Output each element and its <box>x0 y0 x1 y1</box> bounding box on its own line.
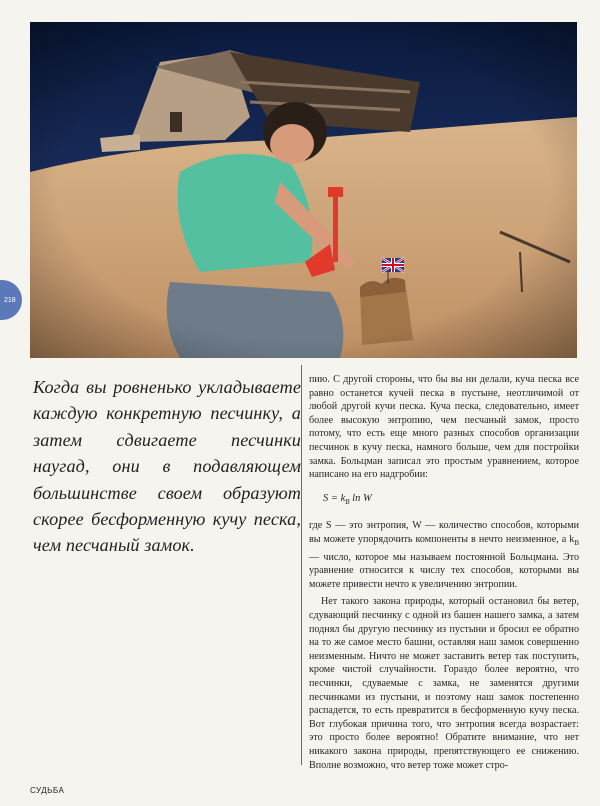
formula-subscript: B <box>345 497 350 506</box>
column-divider <box>301 365 302 765</box>
paragraph-1: пию. С другой стороны, что бы вы ни делали, куча песка все равно останется кучей песка в пустыне, неотличимой от любой другой кучи песка. Куча песка, следовательно, имеет более высокую энтропию, чем песчаный замок, просто потому, что есть еще много разных способов организации песчинок в кучу песка, намного больше, чем для постройки замка. Больцман записал это простым уравнением, которое написано на его надгробии: <box>309 374 579 481</box>
pull-quote-text: Когда вы ровненько укладываете каждую конкретную песчинку, а затем сдвигаете песчинки наугад, они в подавляющем большинстве своем образуют скорее бесформенную кучу песка, чем песчаный замок. <box>33 377 301 556</box>
running-footer: СУДЬБА <box>30 786 65 795</box>
paragraph-3: Нет такого закона природы, который остановил бы ветер, сдувающий песчинку с одной из башен нашего замка, а затем поднял бы другую песчинку из пустыни и бросил ее обратно на то же самое место башни, оставляя наш замок совершенно неизменным. Ничто не может заставить ветер так поступить, кроме чистой случайности. Гораздо более вероятно, что песчинки, сдуваемые с замка, не заменятся другими песчинками из пустыни, и поэтому наш замок постепенно распадется, то есть превратится в бесформенную кучу песка. Вот глубокая причина того, что энтропия всегда возрастает: это просто более вероятно! Обратите внимание, что нет никакого закона природы, препятствующего ее снижению. Вполне возможно, что ветер тоже может стро- <box>309 596 579 771</box>
paragraph-2-part-a: где S — это энтропия, W — количество способов, которыми вы можете упорядочить компоненты в нечто неизменное, а k <box>309 520 579 546</box>
pull-quote <box>33 374 301 559</box>
paragraph-2 <box>309 519 579 591</box>
body-text-column <box>309 373 579 772</box>
page-number: 218 <box>4 296 16 304</box>
formula-lhs: S = k <box>323 492 346 504</box>
page-number-tab <box>0 280 22 320</box>
paragraph-2-part-b: — число, которое мы называем постоянной Больцмана. Это уравнение относится к числу тех способов, которыми вы можете привести нечто к увеличению энтропии. <box>309 551 579 590</box>
paragraph-2-subscript: B <box>574 539 579 548</box>
sandcastle-photo <box>30 22 577 358</box>
boltzmann-formula <box>323 492 579 510</box>
formula-rhs: ln W <box>349 492 372 504</box>
photo-illustration <box>30 22 577 358</box>
